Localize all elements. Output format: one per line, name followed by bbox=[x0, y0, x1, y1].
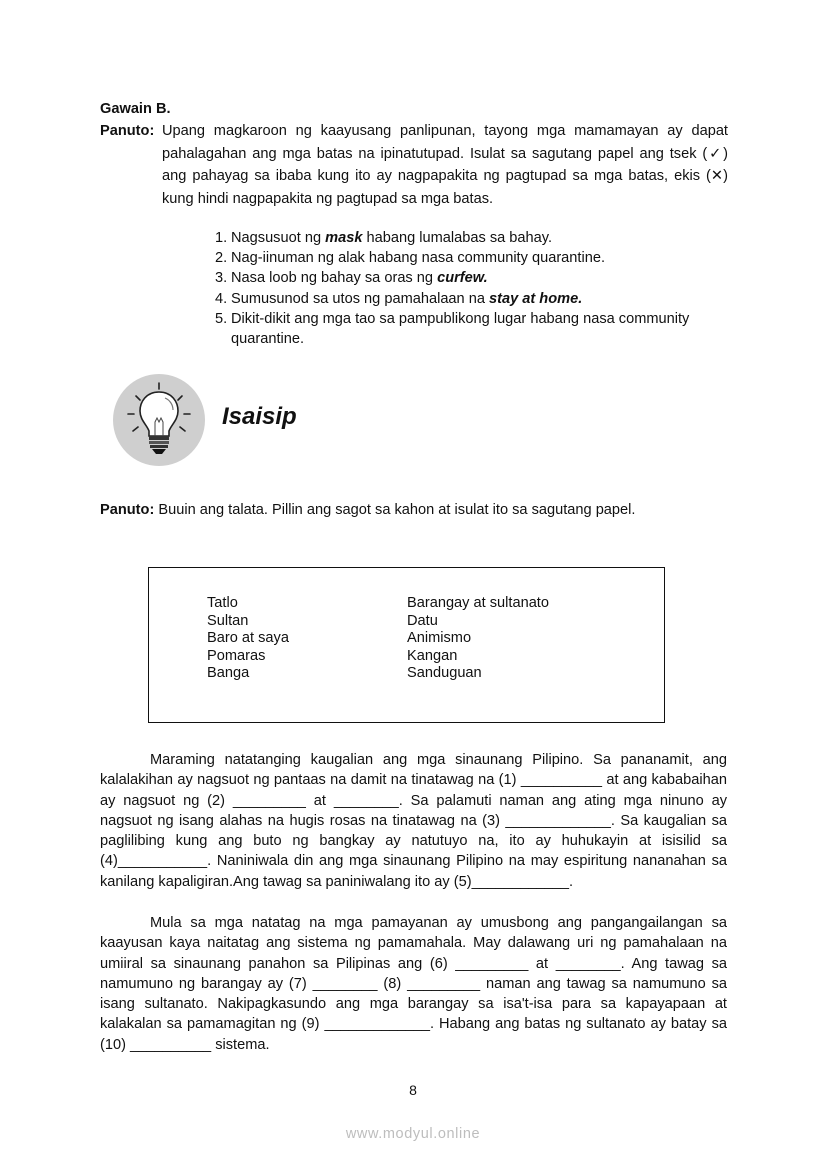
word-option: Datu bbox=[407, 612, 438, 629]
emphasis: stay at home. bbox=[489, 290, 583, 307]
word-option: Kangan bbox=[407, 647, 458, 664]
word-bank-left-column bbox=[207, 595, 289, 683]
word-option: Pomaras bbox=[207, 647, 266, 664]
instruction-text: Upang magkaroon ng kaayusang panlipunan, tayong mga mamamayan ay dapat pahalagahan ang mga batas na ipinatutupad. Isulat sa sagutang papel ang tsek (✓) ang pahayag sa ibaba kung ito ay nagpapakita ng pagtupad sa mga batas, ekis (✕) kung hindi nagpapakita ng pagtupad sa mga batas. bbox=[162, 123, 728, 207]
instruction-label: Panuto: bbox=[100, 123, 155, 139]
word-option: Sanduguan bbox=[407, 665, 482, 682]
list-item: 4. Sumusunod sa utos ng pamahalaan na stay at home. bbox=[215, 290, 583, 307]
word-option: Barangay at sultanato bbox=[407, 595, 549, 611]
activity-instructions bbox=[100, 120, 728, 210]
list-item: 1. Nagsusuot ng mask habang lumalabas sa bahay. bbox=[215, 230, 553, 246]
instruction-label: Panuto: bbox=[100, 502, 155, 518]
emphasis: curfew. bbox=[437, 270, 488, 287]
list-item: 2. Nag-iinuman ng alak habang nasa community quarantine. bbox=[215, 250, 605, 267]
paragraph-1: Maraming natatanging kaugalian ang mga sinaunang Pilipino. Sa pananamit, ang kalalakihan ay nagsuot ng pantaas na damit na tinatawag na (1) __________ at ang kababaihan ay nagsuot ng (2) _________ at ________. Sa palamuti naman ang ating mga ninuno ay nagsuot ng isang alahas na hugis rosas na tinatawag na (3) _____________. Sa kaugalian sa paglilibing kung ang buto ng bangkay ay natutuyo na, ito ay huhukayin at isisilid sa (4)___________. Naniniwala din ang mga sinaunang Pilipino na may espiritung nananahan sa kanilang kapaligiran.Ang tawag sa paniniwalang ito ay (5)____________. bbox=[100, 752, 727, 890]
activity-heading: Gawain B. bbox=[100, 101, 171, 117]
word-option: Baro at saya bbox=[207, 630, 289, 647]
emphasis: mask bbox=[325, 230, 363, 246]
page-number: 8 bbox=[409, 1082, 417, 1098]
isaisip-instructions bbox=[100, 502, 740, 518]
word-option: Banga bbox=[207, 665, 250, 682]
paragraph-2: Mula sa mga natatag na mga pamayanan ay umusbong ang pangangailangan sa kaayusan kaya naitatag ang sistema ng pamamahala. May dalawang uri ng pamahalaan na umiiral sa sinaunang panahon sa Pilipinas ang (6) _________ at ________. Ang tawag sa namumuno ng barangay ay (7) ________ (8) _________ naman ang tawag sa namumuno sa isang sultanato. Nakipagkasundo ang mga barangay sa isa't-isa para sa kapayapaan at kalakalan sa pamamagitan ng (9) _____________. Habang ang batas ng sultanato ay batay sa (10) __________ sistema. bbox=[100, 915, 727, 1053]
lightbulb-icon bbox=[113, 374, 205, 466]
word-option: Animismo bbox=[407, 630, 472, 647]
instruction-text: Buuin ang talata. Pillin ang sagot sa kahon at isulat ito sa sagutang papel. bbox=[158, 502, 636, 518]
word-bank-box bbox=[148, 567, 665, 723]
word-option: Sultan bbox=[207, 612, 249, 629]
watermark: www.modyul.online bbox=[345, 1126, 481, 1142]
word-option: Tatlo bbox=[207, 595, 238, 611]
statement-list bbox=[215, 228, 735, 349]
list-item: 5. Dikit-dikit ang mga tao sa pampublikong lugar habang nasa community quarantine. bbox=[215, 310, 690, 348]
list-item: 3. Nasa loob ng bahay sa oras ng curfew. bbox=[215, 270, 488, 287]
word-bank-right-column bbox=[407, 595, 549, 683]
section-title: Isaisip bbox=[222, 403, 297, 430]
